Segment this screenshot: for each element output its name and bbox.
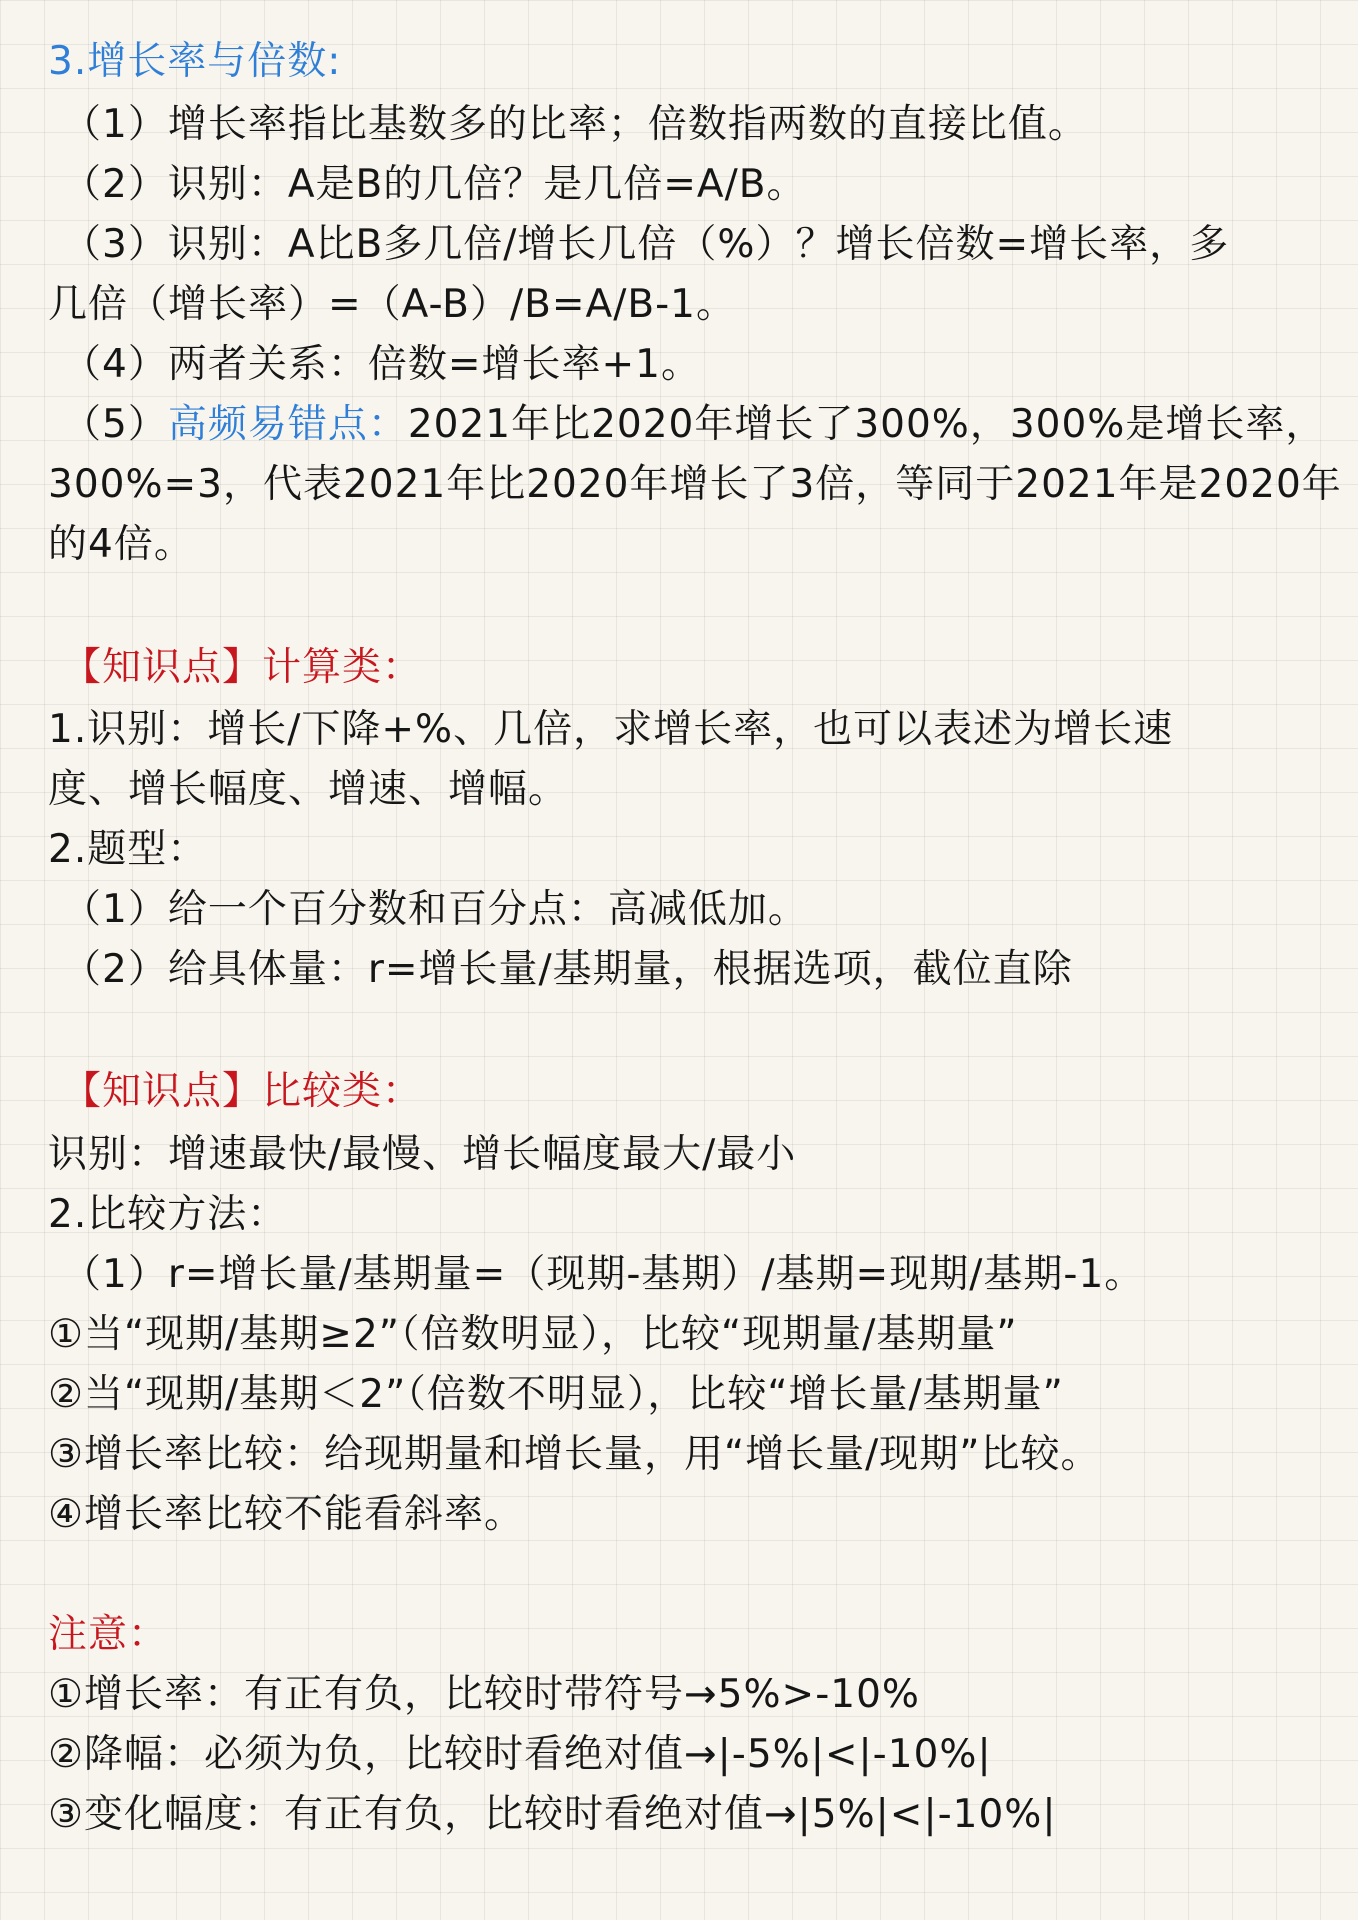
text-line: ④增长率比较不能看斜率。 xyxy=(48,1492,524,1537)
text-line: 识别：增速最快/最慢、增长幅度最大/最小 xyxy=(48,1132,797,1177)
text-line: 2.题型： xyxy=(48,827,208,872)
text-line: 几倍（增长率）=（A-B）/B=A/B-1。 xyxy=(48,282,736,327)
text-line: ①增长率：有正有负，比较时带符号→5%>-10% xyxy=(48,1672,920,1717)
text-line: （1）r=增长量/基期量=（现期-基期）/基期=现期/基期-1。 xyxy=(62,1252,1145,1297)
text-line: （3）识别：A比B多几倍/增长几倍（%）？增长倍数=增长率，多 xyxy=(62,222,1230,267)
text-line: （2）给具体量：r=增长量/基期量，根据选项，截位直除 xyxy=(62,947,1073,992)
text-line: （4）两者关系：倍数=增长率+1。 xyxy=(62,342,701,387)
text-line: 度、增长幅度、增速、增幅。 xyxy=(48,767,569,812)
text-line: 300%=3，代表2021年比2020年增长了3倍，等同于2021年是2020年 xyxy=(48,462,1342,507)
section-title-note: 注意： xyxy=(48,1612,169,1657)
section-title-calculation: 【知识点】计算类： xyxy=(62,645,423,690)
text-line: ①当“现期/基期≥2”（倍数明显），比较“现期量/基期量” xyxy=(48,1312,1018,1357)
text-line xyxy=(62,395,1342,455)
text-line: （1）给一个百分数和百分点：高减低加。 xyxy=(62,887,808,932)
text-line: 的4倍。 xyxy=(48,522,194,567)
text-line: ②降幅：必须为负，比较时看绝对值→|-5%|<|-10%| xyxy=(48,1732,992,1777)
text-line: ②当“现期/基期＜2”（倍数不明显），比较“增长量/基期量” xyxy=(48,1372,1064,1417)
section-title-growth-rate-multiple: 3.增长率与倍数: xyxy=(48,39,342,84)
text-rest: 2021年比2020年增长了300%，300%是增长率， xyxy=(407,402,1326,447)
text-line: （2）识别：A是B的几倍？是几倍=A/B。 xyxy=(62,162,807,207)
text-line: （1）增长率指比基数多的比率；倍数指两数的直接比值。 xyxy=(62,102,1088,147)
section-title-comparison: 【知识点】比较类： xyxy=(62,1069,423,1114)
text-line: ③增长率比较：给现期量和增长量，用“增长量/现期”比较。 xyxy=(48,1432,1101,1477)
text-line: 2.比较方法： xyxy=(48,1192,288,1237)
text-line: 1.识别：增长/下降+%、几倍，求增长率，也可以表述为增长速 xyxy=(48,707,1174,752)
highlight-error-prone-label: 高频易错点： xyxy=(167,402,408,447)
text-prefix: （5） xyxy=(62,402,168,447)
text-line: ③变化幅度：有正有负，比较时看绝对值→|5%|<|-10%| xyxy=(48,1792,1057,1837)
